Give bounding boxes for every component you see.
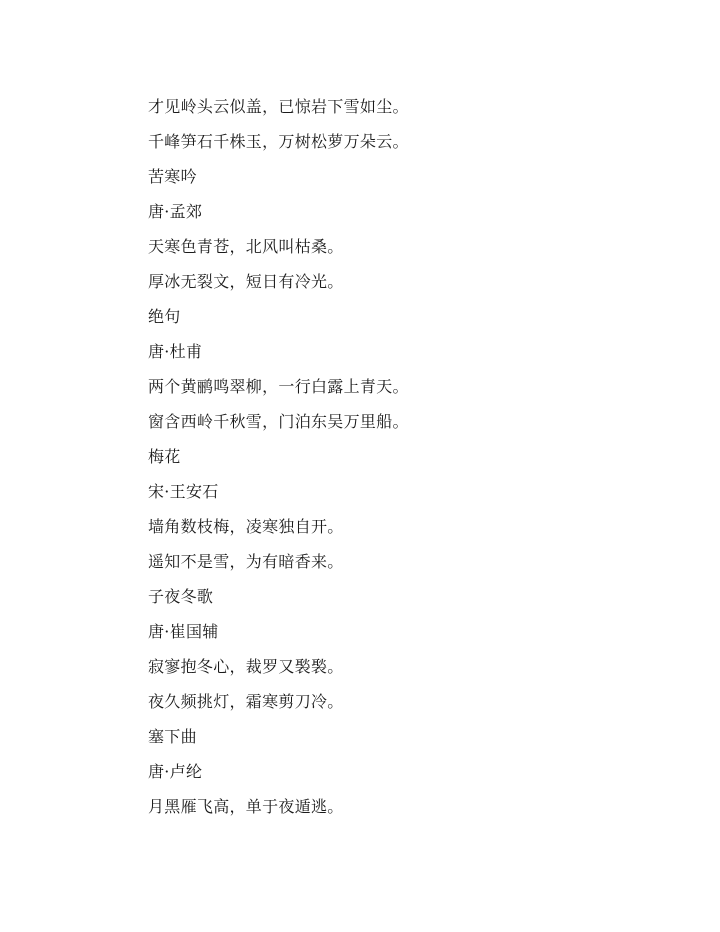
text-line: 窗含西岭千秋雪，门泊东吴万里船。 — [148, 412, 409, 431]
poem-title: 梅花 — [148, 447, 181, 466]
text-line: 天寒色青苍，北风叫枯桑。 — [148, 237, 344, 256]
text-line: 厚冰无裂文，短日有冷光。 — [148, 272, 344, 291]
poem-title: 塞下曲 — [148, 727, 197, 746]
text-line: 千峰笋石千株玉，万树松萝万朵云。 — [148, 132, 409, 151]
poem-author: 唐·卢纶 — [148, 762, 203, 781]
poem-author: 唐·杜甫 — [148, 342, 203, 361]
poem-author: 宋·王安石 — [148, 482, 219, 501]
text-line: 遥知不是雪，为有暗香来。 — [148, 552, 344, 571]
poem-text-block — [148, 93, 409, 828]
poem-author: 唐·孟郊 — [148, 202, 203, 221]
text-line: 墙角数枝梅，凌寒独自开。 — [148, 517, 344, 536]
poem-author: 唐·崔国辅 — [148, 622, 219, 641]
text-line: 寂寥抱冬心，裁罗又褧褧。 — [148, 657, 344, 676]
poem-title: 子夜冬歌 — [148, 587, 214, 606]
poem-title: 苦寒吟 — [148, 167, 197, 186]
text-line: 夜久频挑灯，霜寒剪刀冷。 — [148, 692, 344, 711]
text-line: 才见岭头云似盖，已惊岩下雪如尘。 — [148, 97, 409, 116]
poem-title: 绝句 — [148, 307, 181, 326]
text-line: 两个黄鹂鸣翠柳，一行白露上青天。 — [148, 377, 409, 396]
text-line: 月黑雁飞高，单于夜遁逃。 — [148, 797, 344, 816]
